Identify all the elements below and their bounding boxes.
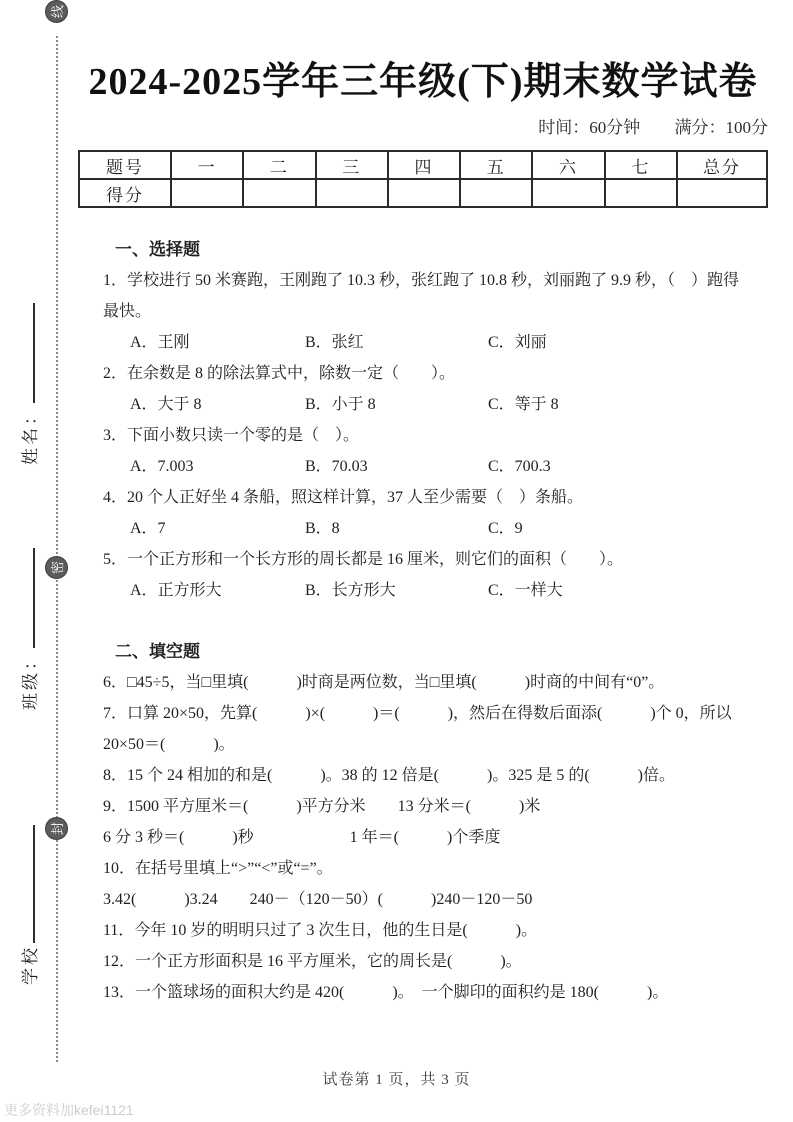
time-limit: 时间：60分钟 — [538, 118, 641, 137]
question — [78, 544, 768, 606]
option-a: A．正方形大 — [130, 582, 222, 599]
seal-char-feng: 封 — [50, 822, 65, 836]
question-line: 8．15 个 24 相加的和是( )。38 的 12 倍是( )。325 是 5 的( )倍。 — [103, 767, 675, 784]
seal-char-xian-badge — [45, 0, 68, 23]
question — [78, 791, 768, 853]
score-table-score-cell — [316, 179, 388, 207]
section-heading: 二、填空题 — [115, 642, 200, 661]
score-table-column-header: 一 — [171, 151, 243, 179]
option-b: B．8 — [305, 520, 340, 537]
student-class-label: 班级： — [20, 650, 40, 710]
option-c: C．刘丽 — [488, 334, 547, 351]
watermark: 更多资料加kefei1121 — [4, 1102, 134, 1118]
question-line: 6 分 3 秒＝( )秒 1 年＝( )个季度 — [103, 829, 501, 846]
option-a: A．7.003 — [130, 458, 194, 475]
question — [78, 915, 768, 946]
score-table-score-cell — [243, 179, 315, 207]
question — [78, 946, 768, 977]
option-c: C．一样大 — [488, 582, 563, 599]
score-table-score-cell — [388, 179, 460, 207]
option-b: B．小于 8 — [305, 396, 376, 413]
question-line: 13．一个篮球场的面积大约是 420( )。 一个脚印的面积约是 180( )。 — [103, 984, 669, 1001]
option-a: A．大于 8 — [130, 396, 202, 413]
question — [78, 420, 768, 482]
question — [78, 667, 768, 698]
option-b: B．70.03 — [305, 458, 368, 475]
section-heading: 一、选择题 — [115, 240, 200, 259]
question-line: 11．今年 10 岁的明明只过了 3 次生日，他的生日是( )。 — [103, 922, 538, 939]
option-b: B．张红 — [305, 334, 364, 351]
score-table-column-header: 三 — [316, 151, 388, 179]
student-school-field — [16, 805, 40, 985]
question-sections — [78, 234, 768, 1008]
question — [78, 853, 768, 915]
options-row — [130, 389, 768, 420]
score-table-column-header: 七 — [605, 151, 677, 179]
student-school-label: 学校 — [20, 945, 40, 985]
seal-dotted-line — [56, 36, 58, 1062]
score-table-column-header: 四 — [388, 151, 460, 179]
question-line: 6．□45÷5，当□里填( )时商是两位数，当□里填( )时商的中间有“0”。 — [103, 674, 665, 691]
options-row — [130, 327, 768, 358]
options-row — [130, 451, 768, 482]
student-name-blank-line — [21, 303, 35, 403]
question-number-row-label: 题号 — [79, 151, 171, 179]
option-a: A．7 — [130, 520, 166, 537]
score-table-score-cell — [171, 179, 243, 207]
score-table-score-row — [79, 179, 767, 207]
options-row — [130, 513, 768, 544]
student-name-field — [16, 275, 40, 465]
full-score: 满分：100分 — [674, 118, 768, 137]
question-line: 9．1500 平方厘米＝( )平方分米 13 分米＝( )米 — [103, 798, 541, 815]
question — [78, 977, 768, 1008]
question — [78, 482, 768, 544]
page-footer: 试卷第 1 页，共 3 页 — [322, 1072, 471, 1088]
question-line: 1．学校进行 50 米赛跑，王刚跑了 10.3 秒，张红跑了 10.8 秒，刘丽跑了 9.9 秒，（ ）跑得 — [103, 272, 740, 289]
question-line: 3.42( )3.24 240－（120－50）( )240－120－50 — [103, 891, 533, 908]
option-a: A．王刚 — [130, 334, 190, 351]
question — [78, 760, 768, 791]
score-table-score-cell — [460, 179, 532, 207]
score-table-score-cell — [532, 179, 604, 207]
option-c: C．等于 8 — [488, 396, 559, 413]
student-class-blank-line — [21, 548, 35, 648]
score-table-score-cell — [605, 179, 677, 207]
student-name-label: 姓名： — [20, 405, 40, 465]
options-row — [130, 575, 768, 606]
question-line: 5．一个正方形和一个长方形的周长都是 16 厘米，则它们的面积（ ）。 — [103, 551, 624, 568]
score-table-column-header: 总分 — [677, 151, 767, 179]
question-line: 7．口算 20×50，先算( )×( )＝( )，然后在得数后面添( )个 0，所以 — [103, 705, 732, 722]
option-c: C．700.3 — [488, 458, 551, 475]
question-line: 2．在余数是 8 的除法算式中，除数一定（ ）。 — [103, 365, 456, 382]
seal-char-mi-badge — [45, 556, 68, 579]
score-table-column-header: 二 — [243, 151, 315, 179]
seal-char-xian: 线 — [50, 5, 65, 19]
seal-char-mi: 密 — [50, 561, 65, 575]
question-line: 最快。 — [103, 303, 152, 320]
question-line: 4．20 个人正好坐 4 条船，照这样计算，37 人至少需要（ ）条船。 — [103, 489, 584, 506]
exam-paper — [78, 0, 768, 1008]
question-line: 3．下面小数只读一个零的是（ ）。 — [103, 427, 360, 444]
score-row-label: 得分 — [79, 179, 171, 207]
score-table-question-number-row — [79, 151, 767, 179]
question-line: 10．在括号里填上“>”“<”或“=”。 — [103, 860, 333, 877]
score-table-score-cell — [677, 179, 767, 207]
student-school-blank-line — [21, 825, 35, 943]
exam-meta — [78, 113, 768, 138]
score-table-column-header: 五 — [460, 151, 532, 179]
question-line: 12．一个正方形面积是 16 平方厘米，它的周长是( )。 — [103, 953, 522, 970]
option-c: C．9 — [488, 520, 523, 537]
question — [78, 698, 768, 760]
student-class-field — [16, 520, 40, 710]
exam-title: 2024-2025学年三年级(下)期末数学试卷 — [88, 61, 758, 103]
score-table-column-header: 六 — [532, 151, 604, 179]
score-table — [78, 150, 768, 208]
option-b: B．长方形大 — [305, 582, 396, 599]
question-line: 20×50＝( )。 — [103, 736, 235, 753]
question — [78, 358, 768, 420]
question — [78, 265, 768, 358]
seal-char-feng-badge — [45, 817, 68, 840]
